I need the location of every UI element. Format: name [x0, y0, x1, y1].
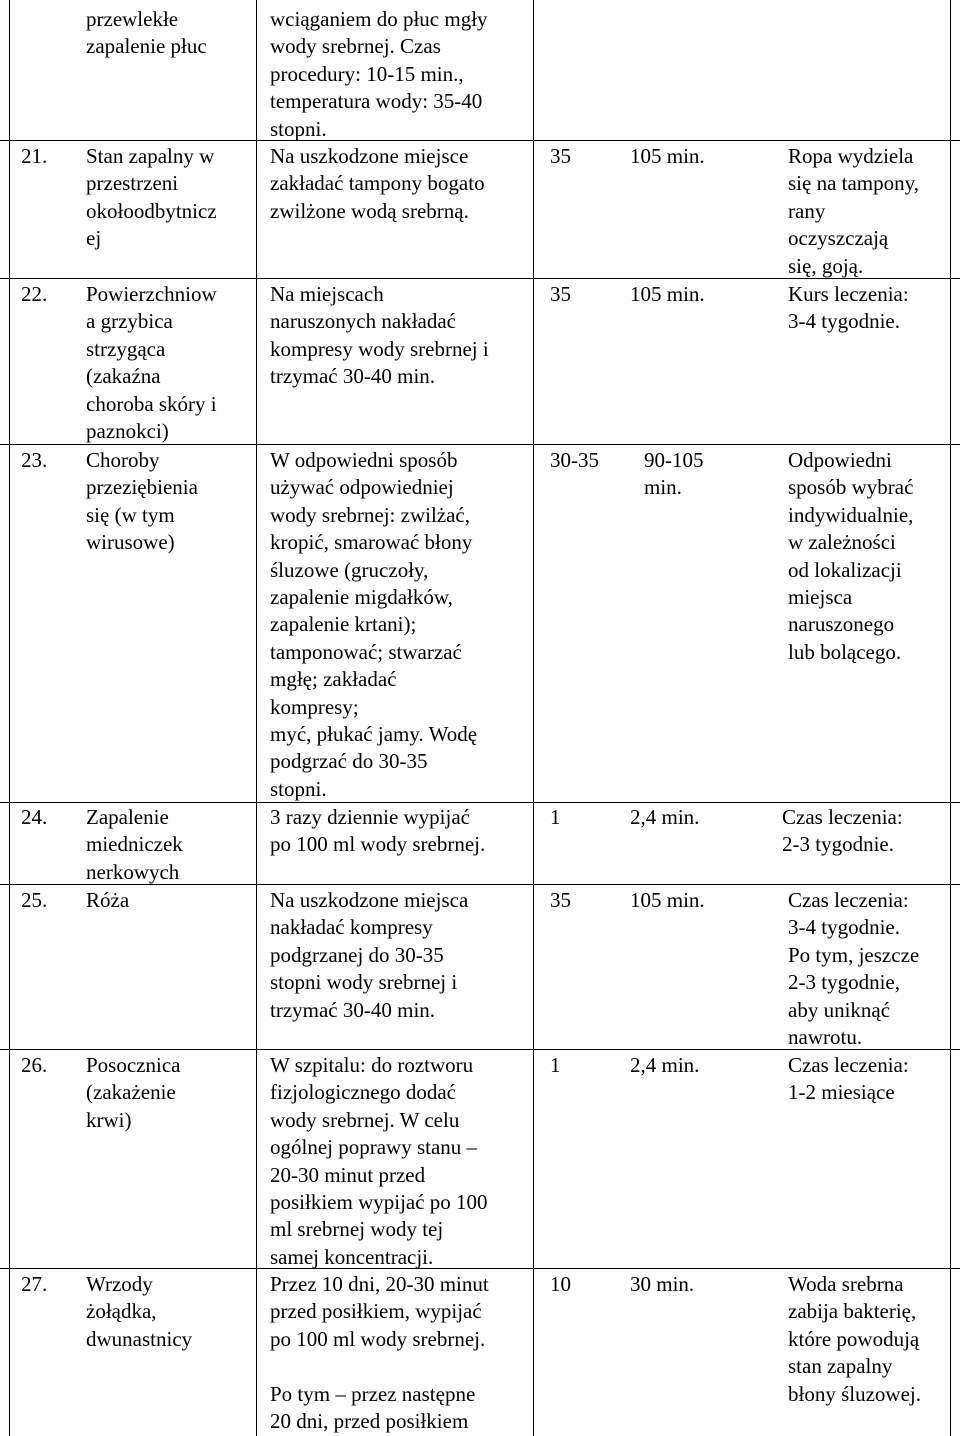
time-value: 2,4 min. — [630, 805, 700, 829]
time-value: 105 min. — [630, 144, 705, 168]
treatment-text: W odpowiedni sposób używać odpowiedniej wody srebrnej: zwilżać, kropić, smarować błony śluzowe (gruczoły, zapalenie migdałków, zapalenie krtani); tamponować; stwarzać mgłę; zakładać kompresy; myć, płukać jamy. Wodę podgrzać do 30-35 stopni. — [270, 448, 478, 801]
concentration-value: 35 — [550, 282, 571, 306]
time-value: 2,4 min. — [630, 1053, 700, 1077]
treatment-text: Na miejscach naruszonych nakładać kompresy wody srebrnej i trzymać 30-40 min. — [270, 282, 489, 389]
disease-name: Powierzchniow a grzybica strzygąca (zakaźna choroba skóry i paznokci) — [86, 282, 217, 444]
table-border-right — [950, 0, 951, 1436]
row-number: 24. — [21, 805, 48, 829]
row-divider — [0, 802, 960, 803]
row-number: 26. — [21, 1053, 48, 1077]
time-value: 90-105 min. — [644, 448, 704, 500]
notes-text: Czas leczenia: 3-4 tygodnie. Po tym, jeszcze 2-3 tygodnie, aby uniknąć nawrotu. — [788, 888, 920, 1050]
row-number: 22. — [21, 282, 48, 306]
row-number: 21. — [21, 144, 48, 168]
row-number: 25. — [21, 888, 48, 912]
table-border-left — [9, 0, 10, 1436]
treatment-text: Na uszkodzone miejsce zakładać tampony bogato zwilżone wodą srebrną. — [270, 144, 485, 223]
disease-name: Wrzody żołądka, dwunastnicy — [86, 1272, 193, 1351]
row-number: 27. — [21, 1272, 48, 1296]
notes-text: Czas leczenia: 2-3 tygodnie. — [782, 805, 903, 857]
table-border-col1 — [256, 0, 257, 1436]
notes-text: Czas leczenia: 1-2 miesiące — [788, 1053, 909, 1105]
notes-text: Kurs leczenia: 3-4 tygodnie. — [788, 282, 909, 334]
treatment-text: W szpitalu: do roztworu fizjologicznego dodać wody srebrnej. W celu ogólnej poprawy stanu – 20-30 minut przed posiłkiem wypijać po 100 ml srebrnej wody tej samej koncentracji. — [270, 1053, 488, 1269]
disease-name: Choroby przeziębienia się (w tym wirusowe) — [86, 448, 198, 555]
row-number: 23. — [21, 448, 48, 472]
treatment-text: 3 razy dziennie wypijać po 100 ml wody srebrnej. — [270, 805, 486, 857]
treatment-text: Przez 10 dni, 20-30 minut przed posiłkiem, wypijać po 100 ml wody srebrnej. Po tym – przez następne 20 dni, przed posiłkiem — [270, 1272, 489, 1434]
concentration-value: 1 — [550, 805, 561, 829]
disease-name: Róża — [86, 888, 130, 912]
time-value: 105 min. — [630, 282, 705, 306]
treatment-text: Na uszkodzone miejsca nakładać kompresy podgrzanej do 30-35 stopni wody srebrnej i trzymać 30-40 min. — [270, 888, 469, 1022]
disease-name: Stan zapalny w przestrzeni okołoodbytnicz ej — [86, 144, 217, 251]
disease-name: Posocznica (zakażenie krwi) — [86, 1053, 181, 1132]
treatment-text: wciąganiem do płuc mgły wody srebrnej. Czas procedury: 10-15 min., temperatura wody: 35-40 stopni. — [270, 7, 488, 141]
time-value: 30 min. — [630, 1272, 695, 1296]
notes-text: Ropa wydziela się na tampony, rany oczyszczają się, goją. — [788, 144, 920, 278]
concentration-value: 35 — [550, 888, 571, 912]
concentration-value: 35 — [550, 144, 571, 168]
disease-name: Zapalenie miedniczek nerkowych — [86, 805, 183, 884]
table-border-col2 — [533, 0, 534, 1436]
notes-text: Odpowiedni sposób wybrać indywidualnie, w zależności od lokalizacji miejsca naruszonego lub bolącego. — [788, 448, 914, 664]
time-value: 105 min. — [630, 888, 705, 912]
concentration-value: 30-35 — [550, 448, 599, 472]
disease-name: przewlekłe zapalenie płuc — [86, 7, 207, 59]
concentration-value: 10 — [550, 1272, 571, 1296]
notes-text: Woda srebrna zabija bakterię, które powodują stan zapalny błony śluzowej. — [788, 1272, 921, 1406]
concentration-value: 1 — [550, 1053, 561, 1077]
